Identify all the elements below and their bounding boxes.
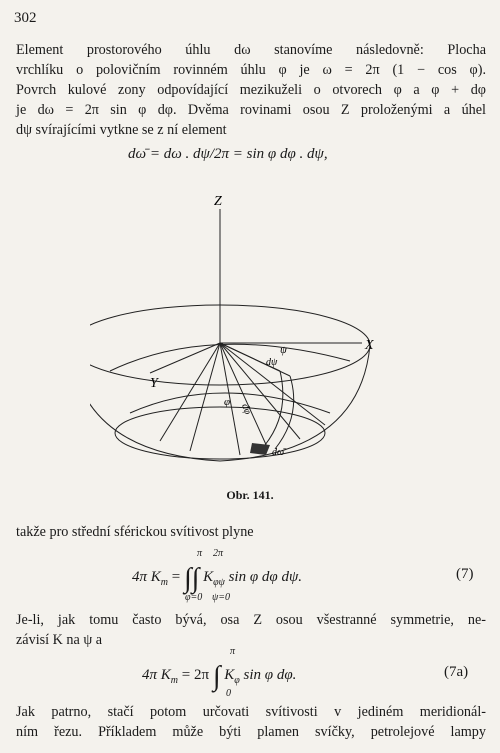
paragraph-symmetry [16, 610, 486, 650]
eq7a-mid: = 2π [181, 667, 210, 683]
label-x: X [365, 338, 374, 353]
paragraph-conclusion [16, 702, 486, 742]
label-z: Z [214, 194, 222, 209]
eq7a-lower: 0 [226, 688, 231, 699]
eq7-upper1: π [197, 548, 203, 559]
eq7a-upper: π [230, 646, 236, 657]
eq7-lhs: 4π K [132, 569, 161, 585]
eq7-lower2: ψ=0 [212, 592, 230, 603]
label-dphi: dφ [239, 402, 254, 416]
text-line: Element prostorového úhlu dω stanovíme následovně: Plocha [16, 42, 486, 58]
parallel-circle [115, 407, 325, 459]
eq7-rhs-sub: φψ [213, 577, 225, 588]
eq7-lhs-sub: m [160, 577, 169, 588]
label-domega: dω̄ [272, 447, 285, 458]
paragraph-intro [16, 40, 486, 140]
eq7-upper2: 2π [213, 548, 224, 559]
equation-number-7: (7) [456, 566, 474, 582]
equation-domega: dω̄ = dω . dψ/2π = sin φ dφ . dψ, [128, 146, 328, 162]
paragraph-middle [16, 522, 486, 542]
eq7-rhs: K [203, 569, 214, 585]
hemisphere-figure [90, 193, 410, 473]
eq7a-lhs-sub: m [170, 675, 179, 686]
text-line: dψ svírajícími vytkne se z ní element [16, 122, 227, 138]
equator-ellipse [90, 305, 370, 385]
eq7-lower1: φ=0 [185, 592, 203, 603]
label-y: Y [150, 376, 158, 391]
equation-7: 4π $K_m$ = ∫∫ $K_{\varphi\psi}$ sin φ dφ dψ. [132, 563, 303, 594]
label-dpsi: dψ [266, 357, 278, 368]
equation-number-7a: (7a) [444, 664, 469, 680]
eq7a-rhs-sub: φ [234, 675, 240, 686]
eq7a-tail: sin φ dφ. [243, 667, 297, 683]
text-line: Povrch kulové zony odpovídající mezikuželi o otvorech φ a φ + dφ [16, 82, 486, 98]
text-line: Je-li, jak tomu často bývá, osa Z osou všestranné symmetrie, ne- [16, 612, 486, 628]
text-line: vrchlíku o polovičním rovinném úhlu φ je ω = 2π (1 − cos φ). [16, 62, 486, 78]
text-line: ním řezu. Příkladem může býti plamen svíčky, petrolejové lampy [16, 724, 486, 740]
eq7a-lhs: 4π K [142, 667, 171, 683]
eq7-tail: sin φ dφ dψ. [228, 569, 303, 585]
text-line: je dω = 2π sin φ dφ. Dvěma rovinami osou Z proloženými a úhel [16, 102, 486, 118]
domega-element [250, 443, 270, 455]
page-number: 302 [14, 10, 37, 26]
text-line: takže pro střední sférickou svítivost plyne [16, 524, 254, 540]
figure-caption: Obr. 141. [226, 488, 274, 502]
eq7a-rhs: K [224, 667, 235, 683]
label-psi: ψ [280, 344, 287, 356]
text-line: závisí K na ψ a [16, 632, 103, 648]
equation-7a: 4π $K_m = 2\pi$ ∫ $K_\varphi$ sin φ dφ. [142, 661, 297, 692]
label-phi: φ [224, 396, 231, 408]
text-line: Jak patrno, stačí potom určovati svítivosti v jediném meridionál- [16, 704, 486, 720]
